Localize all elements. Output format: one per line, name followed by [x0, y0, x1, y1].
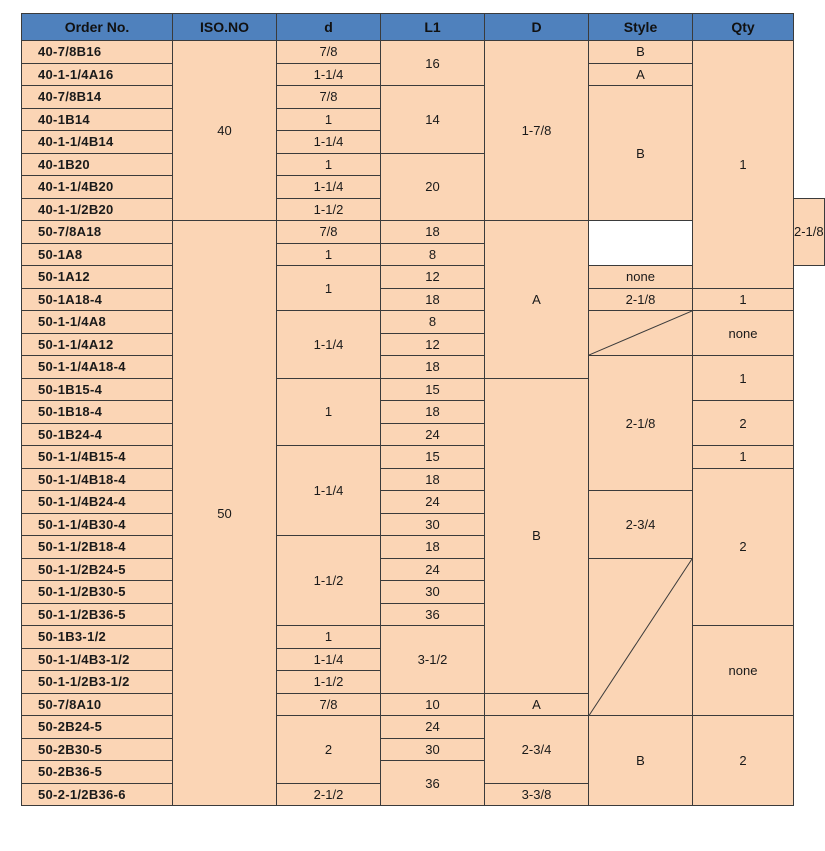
table-cell: 1 [277, 108, 381, 131]
table-cell: B [589, 716, 693, 806]
table-cell: 2-1/8 [589, 356, 693, 491]
header-order-no: Order No. [22, 14, 173, 41]
table-cell: 1 [277, 243, 381, 266]
diagonal-line [589, 311, 692, 355]
table-cell: A [589, 63, 693, 86]
table-cell: 15 [381, 446, 485, 469]
table-cell: 7/8 [277, 41, 381, 64]
table-cell: 2 [693, 468, 794, 626]
diagonal-empty-cell [589, 558, 693, 716]
order-number-cell: 50-1-1/4B18-4 [22, 468, 173, 491]
table-row [22, 468, 825, 491]
table-cell: 7/8 [277, 221, 381, 244]
table-cell: 1-1/4 [277, 131, 381, 154]
table-cell: 1 [277, 378, 381, 446]
table-cell: A [485, 221, 589, 379]
order-number-cell: 50-2B24-5 [22, 716, 173, 739]
spec-table-wrapper [21, 13, 825, 806]
table-cell: 1-1/2 [277, 536, 381, 626]
table-cell: 20 [381, 153, 485, 221]
table-cell: A [485, 693, 589, 716]
table-cell: 24 [381, 558, 485, 581]
table-cell: none [693, 626, 794, 716]
table-cell: 24 [381, 423, 485, 446]
order-number-cell: 50-1B15-4 [22, 378, 173, 401]
table-cell: 30 [381, 738, 485, 761]
table-cell: 18 [381, 536, 485, 559]
header-qty: Qty [693, 14, 794, 41]
table-cell: 1-1/4 [277, 63, 381, 86]
table-cell: 18 [381, 221, 485, 244]
order-number-cell: 50-1B3-1/2 [22, 626, 173, 649]
table-cell: 7/8 [277, 86, 381, 109]
table-header [22, 14, 825, 41]
table-cell: 1 [277, 626, 381, 649]
order-number-cell: 40-1-1/4B14 [22, 131, 173, 154]
order-number-cell: 50-2B36-5 [22, 761, 173, 784]
order-number-cell: 50-1-1/2B3-1/2 [22, 671, 173, 694]
table-cell: 40 [173, 41, 277, 221]
table-row [22, 41, 825, 64]
table-cell: 1 [277, 153, 381, 176]
table-cell: 1-7/8 [485, 41, 589, 221]
header-big-d: D [485, 14, 589, 41]
table-row [22, 401, 825, 424]
table-row [22, 356, 825, 379]
order-number-cell: 50-1B18-4 [22, 401, 173, 424]
table-cell: 2 [693, 401, 794, 446]
order-number-cell: 40-1-1/4B20 [22, 176, 173, 199]
table-cell: 18 [381, 356, 485, 379]
table-cell: 50 [173, 221, 277, 806]
table-cell: 1 [693, 356, 794, 401]
order-number-cell: 50-1A18-4 [22, 288, 173, 311]
table-cell: 1-1/4 [277, 648, 381, 671]
header-l1: L1 [381, 14, 485, 41]
table-cell: 18 [381, 401, 485, 424]
order-number-cell: 50-2B30-5 [22, 738, 173, 761]
table-cell: 18 [381, 468, 485, 491]
table-cell: none [589, 266, 693, 289]
table-cell: 14 [381, 86, 485, 154]
table-cell: 18 [381, 288, 485, 311]
table-cell: 2-1/8 [589, 288, 693, 311]
table-cell: 24 [381, 491, 485, 514]
table-cell: 1 [693, 288, 794, 311]
order-number-cell: 50-1-1/2B24-5 [22, 558, 173, 581]
table-cell: B [589, 41, 693, 64]
table-row [22, 311, 825, 334]
table-cell: 1-1/2 [277, 671, 381, 694]
header-d: d [277, 14, 381, 41]
order-number-cell: 40-7/8B14 [22, 86, 173, 109]
header-row [22, 14, 825, 41]
table-body [22, 41, 825, 806]
table-cell: 1 [693, 446, 794, 469]
table-cell: none [693, 311, 794, 356]
header-iso-no: ISO.NO [173, 14, 277, 41]
order-number-cell: 40-1B20 [22, 153, 173, 176]
table-cell: B [485, 378, 589, 693]
table-row [22, 626, 825, 649]
table-cell: 2-3/4 [485, 716, 589, 784]
order-number-cell: 50-1-1/4A18-4 [22, 356, 173, 379]
table-cell: 3-3/8 [485, 783, 589, 806]
table-cell: 8 [381, 311, 485, 334]
table-cell: 8 [381, 243, 485, 266]
table-cell: 1-1/2 [277, 198, 381, 221]
table-cell: 36 [381, 603, 485, 626]
table-cell: 2 [277, 716, 381, 784]
table-cell: 2-1/8 [794, 198, 825, 266]
table-cell: 10 [381, 693, 485, 716]
table-cell: 15 [381, 378, 485, 401]
table-cell: 16 [381, 41, 485, 86]
table-cell: 36 [381, 761, 485, 806]
table-cell: 1-1/4 [277, 446, 381, 536]
order-number-cell: 50-1B24-4 [22, 423, 173, 446]
order-number-cell: 50-1-1/4B30-4 [22, 513, 173, 536]
order-number-cell: 50-1-1/4A8 [22, 311, 173, 334]
order-number-cell: 40-1-1/2B20 [22, 198, 173, 221]
table-cell: 12 [381, 266, 485, 289]
header-style: Style [589, 14, 693, 41]
order-number-cell: 50-1A12 [22, 266, 173, 289]
table-cell: 2 [693, 716, 794, 806]
table-cell: 1-1/4 [277, 176, 381, 199]
table-cell: 24 [381, 716, 485, 739]
table-cell: 3-1/2 [381, 626, 485, 694]
table-cell: 7/8 [277, 693, 381, 716]
order-number-cell: 50-1-1/4B3-1/2 [22, 648, 173, 671]
order-number-cell: 40-7/8B16 [22, 41, 173, 64]
order-number-cell: 50-1-1/4B15-4 [22, 446, 173, 469]
order-number-cell: 50-1-1/2B30-5 [22, 581, 173, 604]
diagonal-empty-cell [589, 311, 693, 356]
order-number-cell: 50-2-1/2B36-6 [22, 783, 173, 806]
order-number-cell: 40-1B14 [22, 108, 173, 131]
order-spec-table [21, 13, 825, 806]
order-number-cell: 50-7/8A10 [22, 693, 173, 716]
order-number-cell: 50-1-1/4B24-4 [22, 491, 173, 514]
order-number-cell: 40-1-1/4A16 [22, 63, 173, 86]
table-cell: B [589, 86, 693, 221]
table-row [22, 446, 825, 469]
diagonal-line [589, 559, 692, 716]
table-row [22, 288, 825, 311]
order-number-cell: 50-1-1/2B18-4 [22, 536, 173, 559]
table-cell: 30 [381, 513, 485, 536]
table-row [22, 716, 825, 739]
table-cell: 30 [381, 581, 485, 604]
table-cell: 1 [693, 41, 794, 289]
order-number-cell: 50-1A8 [22, 243, 173, 266]
order-number-cell: 50-7/8A18 [22, 221, 173, 244]
table-cell: 2-1/2 [277, 783, 381, 806]
table-cell: 1 [277, 266, 381, 311]
table-cell: 1-1/4 [277, 311, 381, 379]
order-number-cell: 50-1-1/4A12 [22, 333, 173, 356]
table-cell: 12 [381, 333, 485, 356]
order-number-cell: 50-1-1/2B36-5 [22, 603, 173, 626]
table-cell: 2-3/4 [589, 491, 693, 559]
